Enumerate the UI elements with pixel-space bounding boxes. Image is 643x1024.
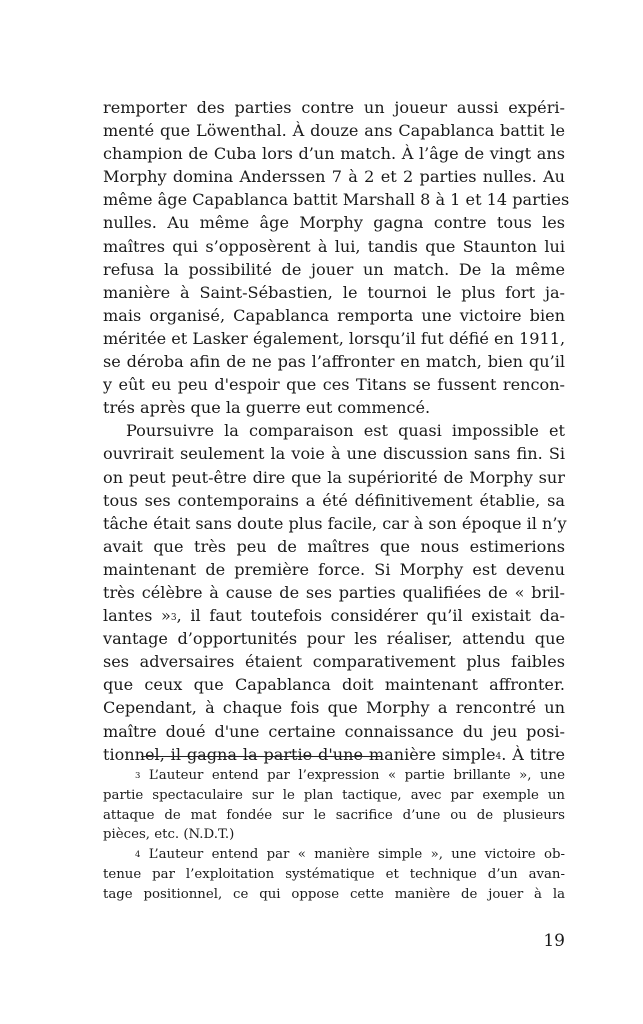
footnote-ref-4[interactable]: 4 (495, 751, 502, 762)
text-line: maîtres qui s’opposèrent à lui, tandis que Staunton lui (103, 236, 565, 256)
footnote-number-4: 4 (135, 850, 141, 861)
footnote-line (103, 766, 565, 786)
text-line: tâche était sans doute plus facile, car à son époque il n’y (103, 513, 567, 533)
text-segment: tionnel, il gagna la partie d'une manière simple (103, 744, 496, 764)
text-line: vantage d’opportunités pour les réaliser, attendu que (103, 629, 565, 649)
text-segment: . À titre (501, 744, 565, 764)
text-line: méritée et Lasker également, lorsqu’il fut défié en 1911, (103, 328, 566, 348)
footnote-line: tage positionnel, ce qui oppose cette manière de jouer à la (103, 886, 565, 902)
footnote-ref-3[interactable]: 3 (170, 613, 177, 624)
text-line: on peut peut-être dire que la supériorité de Morphy sur (103, 467, 565, 487)
text-line: y eût eu peu d'espoir que ces Titans se fussent rencon- (103, 375, 565, 395)
text-line: se déroba afin de ne pas l’affronter en match, bien qu’il (103, 352, 565, 372)
text-line: tous ses contemporains a été définitivement établie, sa (103, 490, 565, 510)
footnote-line: tenue par l’exploitation systématique et technique d’un avan- (103, 866, 565, 882)
text-line: nulles. Au même âge Morphy gagna contre tous les (103, 213, 565, 233)
text-line: Morphy domina Anderssen 7 à 2 et 2 parties nulles. Au (103, 167, 565, 187)
text-line (103, 743, 565, 766)
text-segment: L’auteur entend par l’expression « partie brillante », une (148, 768, 565, 783)
footnote-line: pièces, etc. (N.D.T.) (103, 827, 235, 843)
text-line: remporter des parties contre un joueur aussi expéri- (103, 98, 565, 117)
text-line: manière à Saint-Sébastien, le tournoi le plus fort ja- (103, 282, 565, 302)
footnote-line (103, 845, 565, 865)
footnote-line: attaque de mat fondée sur le sacrifice d’une ou de plusieurs (103, 807, 565, 823)
footnote-number-3: 3 (135, 771, 141, 781)
text-line: maître doué d'une certaine connaissance du jeu posi- (103, 721, 565, 741)
text-segment: L’auteur entend par « manière simple », une victoire ob- (148, 847, 565, 863)
footnotes (103, 766, 565, 905)
text-line: très célèbre à cause de ses parties qualifiées de « bril- (103, 582, 565, 602)
text-line: menté que Löwenthal. À douze ans Capablanca battit le (103, 121, 565, 141)
text-line: trés après que la guerre eut commencé. (103, 398, 431, 418)
text-line: Cependant, à chaque fois que Morphy a rencontré un (103, 698, 565, 718)
text-line: champion de Cuba lors d’un match. À l’âge de vingt ans (103, 144, 565, 164)
footnote-line: partie spectaculaire sur le plan tactique, avec par exemple un (103, 787, 565, 803)
main-text (103, 96, 570, 766)
text-segment: , il faut toutefois considérer qu’il existait da- (176, 606, 565, 626)
text-line: Poursuivre la comparaison est quasi impossible et (126, 421, 565, 441)
text-line: mais organisé, Capablanca remporta une victoire bien (103, 305, 565, 325)
footnote-divider (141, 756, 381, 757)
text-line: ses adversaires étaient comparativement plus faibles (103, 652, 565, 672)
text-line (103, 604, 565, 627)
text-line: refusa la possibilité de jouer un match. De la même (103, 259, 565, 279)
text-line: ouvrirait seulement la voie à une discussion sans fin. Si (103, 444, 565, 464)
text-segment: lantes » (103, 606, 171, 626)
text-line: maintenant de première force. Si Morphy est devenu (103, 559, 565, 579)
text-line: avait que très peu de maîtres que nous estimerions (103, 536, 565, 556)
text-line: que ceux que Capablanca doit maintenant affronter. (103, 675, 565, 695)
text-line: même âge Capablanca battit Marshall 8 à 1 et 14 parties (103, 190, 570, 210)
page-number: 19 (543, 931, 565, 951)
